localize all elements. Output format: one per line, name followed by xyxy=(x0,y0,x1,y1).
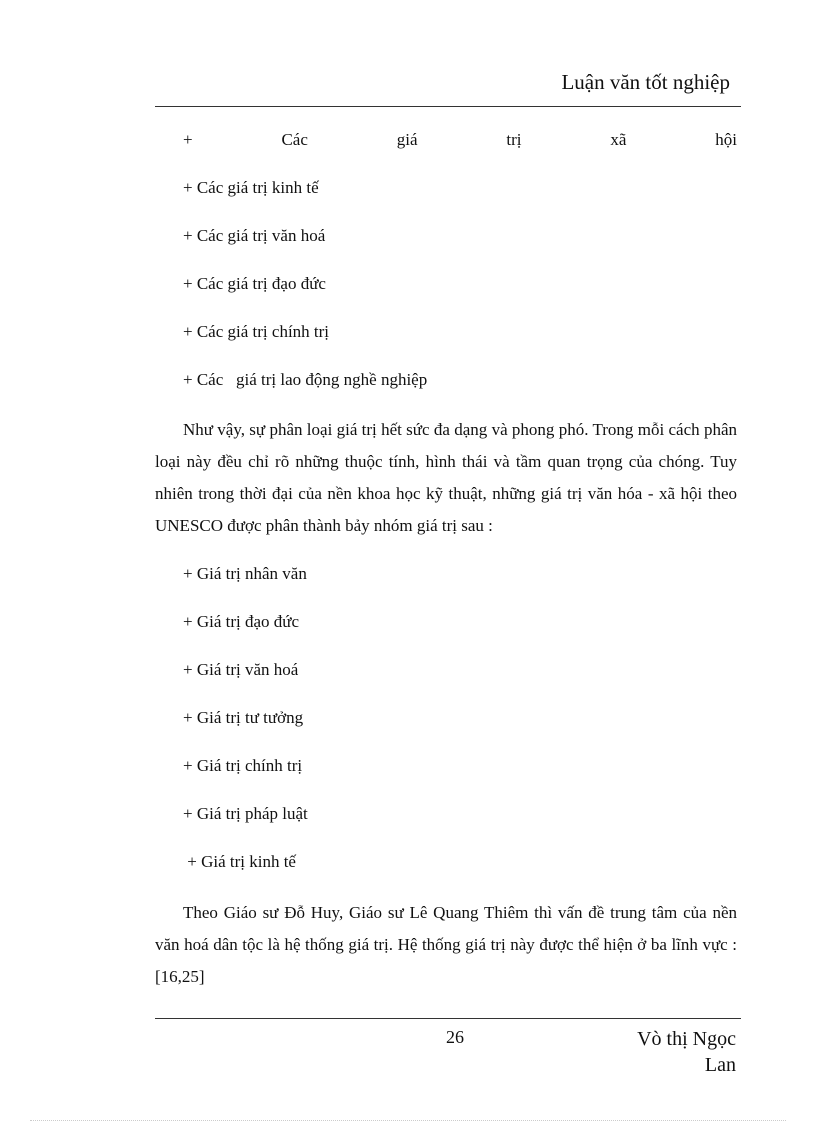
list-item: + Các giá trị đạo đức xyxy=(183,274,326,293)
list-item: + Giá trị đạo đức xyxy=(183,612,300,631)
paragraph: Như vậy, sự phân loại giá trị hết sức đa dạng và phong phó. Trong mỗi cách phân loại này đều chỉ rõ những thuộc tính, hình thái và tầm quan trọng của chóng. Tuy nhiên trong thời đại của nền khoa học kỹ thuật, những giá trị văn hóa - xã hội theo UNESCO được phân thành bảy nhóm giá trị sau : xyxy=(155,420,737,535)
word: giá xyxy=(396,130,418,149)
page-edge xyxy=(30,1120,786,1121)
list-item: + Giá trị pháp luật xyxy=(183,804,308,823)
list-item: + Giá trị tư tưởng xyxy=(183,708,304,727)
list-item: + Giá trị nhân văn xyxy=(183,564,307,583)
page-number: 26 xyxy=(446,1027,464,1047)
header-title: Luận văn tốt nghiệp xyxy=(561,70,730,94)
paragraph: Theo Giáo sư Đỗ Huy, Giáo sư Lê Quang Thiêm thì vấn đề trung tâm của nền văn hoá dân tộc là hệ thống giá trị. Hệ thống giá trị này được thể hiện ở ba lĩnh vực : [16,25] xyxy=(155,903,737,986)
list-item: + Giá trị văn hoá xyxy=(183,660,299,679)
list-item: + Giá trị chính trị xyxy=(183,756,303,775)
word: Các xyxy=(281,130,308,149)
author-line: Lan xyxy=(704,1054,736,1076)
author-name xyxy=(637,1026,736,1078)
word: trị xyxy=(506,130,522,149)
list-item: + Các giá trị văn hoá xyxy=(183,226,326,245)
word: xã xyxy=(610,130,627,149)
list-item: + Giá trị kinh tế xyxy=(183,852,296,871)
header-rule xyxy=(155,106,741,107)
list-item: + Các giá trị kinh tế xyxy=(183,178,319,197)
list-item: + Các giá trị chính trị xyxy=(183,322,330,341)
footer-rule xyxy=(155,1018,741,1019)
author-line: Vò thị Ngọc xyxy=(637,1028,736,1050)
list-item: + Các giá trị lao động nghề nghiệp xyxy=(183,370,428,389)
word: + xyxy=(183,130,193,149)
word: hội xyxy=(715,130,737,149)
first-list-line xyxy=(183,130,737,150)
